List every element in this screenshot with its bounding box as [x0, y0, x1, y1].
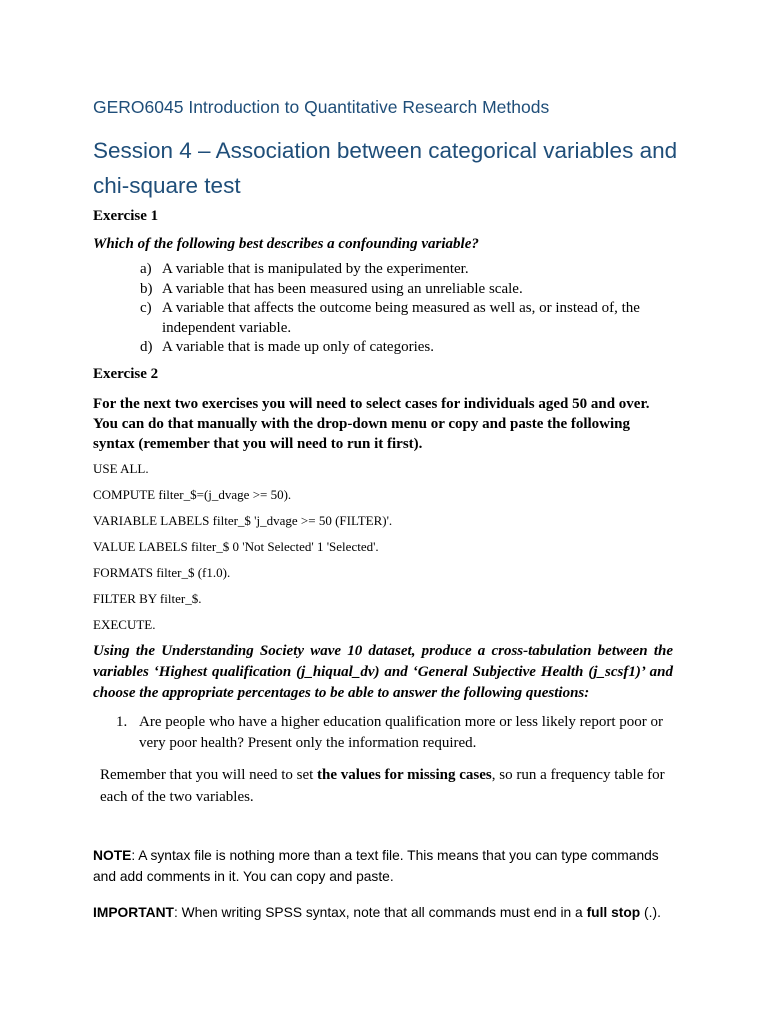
exercise-1-question: Which of the following best describes a confounding variable? — [93, 236, 479, 252]
reminder-text-end: , so run a frequency table for each of the two variables. — [100, 767, 665, 805]
reminder-text: Remember that you will need to set — [100, 767, 318, 783]
note-text: : A syntax file is nothing more than a text file. This means that you can type commands and add comments in it. You can copy and paste. — [93, 848, 659, 884]
important-label: IMPORTANT — [93, 905, 174, 920]
exercise-1-options — [93, 260, 673, 358]
syntax-line: VALUE LABELS filter_$ 0 'Not Selected' 1 'Selected'. — [93, 539, 379, 554]
question-text: Are people who have a higher education qualification more or less likely report poor or very poor health? Present only the information required. — [139, 714, 663, 751]
exercise-2-task: Using the Understanding Society wave 10 dataset, produce a cross-tabulation between the variables ‘Highest qualification (j_hiqual_dv) and ‘General Subjective Health (j_scsf1)’ and choose the appropriate percentages to be able to answer the following questions: — [93, 643, 673, 701]
option-c — [93, 299, 673, 338]
question-number: 1. — [116, 714, 128, 730]
option-label: b) — [140, 280, 153, 297]
syntax-line: FILTER BY filter_$. — [93, 591, 202, 606]
exercise-2-heading: Exercise 2 — [93, 366, 159, 382]
option-label: d) — [140, 339, 153, 355]
exercise-2-instruction: For the next two exercises you will need to select cases for individuals aged 50 and over. You can do that manually with the drop-down menu or copy and paste the following syntax (remember that you will need to run it first). — [93, 396, 650, 452]
reminder-emphasis: the values for missing cases — [317, 767, 492, 783]
syntax-line: EXECUTE. — [93, 617, 156, 632]
option-d — [93, 338, 673, 358]
syntax-line: COMPUTE filter_$=(j_dvage >= 50). — [93, 487, 292, 502]
option-b — [93, 280, 673, 300]
option-label: a) — [140, 261, 152, 277]
note-paragraph — [93, 845, 683, 887]
option-text: A variable that affects the outcome being measured as well as, or instead of, the independent variable. — [162, 300, 640, 336]
syntax-line: FORMATS filter_$ (f1.0). — [93, 565, 231, 580]
syntax-line: USE ALL. — [93, 461, 149, 476]
course-title: GERO6045 Introduction to Quantitative Research Methods — [93, 97, 550, 117]
important-emphasis: full stop — [586, 905, 641, 920]
session-title: Session 4 – Association between categorical variables and chi-square test — [93, 138, 678, 198]
important-text-end: (.). — [640, 905, 661, 920]
question-1 — [116, 712, 676, 754]
option-label: c) — [140, 300, 152, 316]
option-text: A variable that has been measured using an unreliable scale. — [162, 280, 523, 297]
important-text: : When writing SPSS syntax, note that all commands must end in a — [173, 905, 587, 920]
note-label: NOTE — [93, 848, 132, 863]
option-a — [93, 260, 673, 280]
exercise-1-heading: Exercise 1 — [93, 208, 159, 224]
option-text: A variable that is made up only of categories. — [162, 339, 434, 355]
missing-values-reminder — [100, 764, 675, 808]
syntax-line: VARIABLE LABELS filter_$ 'j_dvage >= 50 (FILTER)'. — [93, 513, 393, 528]
important-paragraph — [93, 902, 683, 923]
option-text: A variable that is manipulated by the experimenter. — [162, 261, 469, 277]
